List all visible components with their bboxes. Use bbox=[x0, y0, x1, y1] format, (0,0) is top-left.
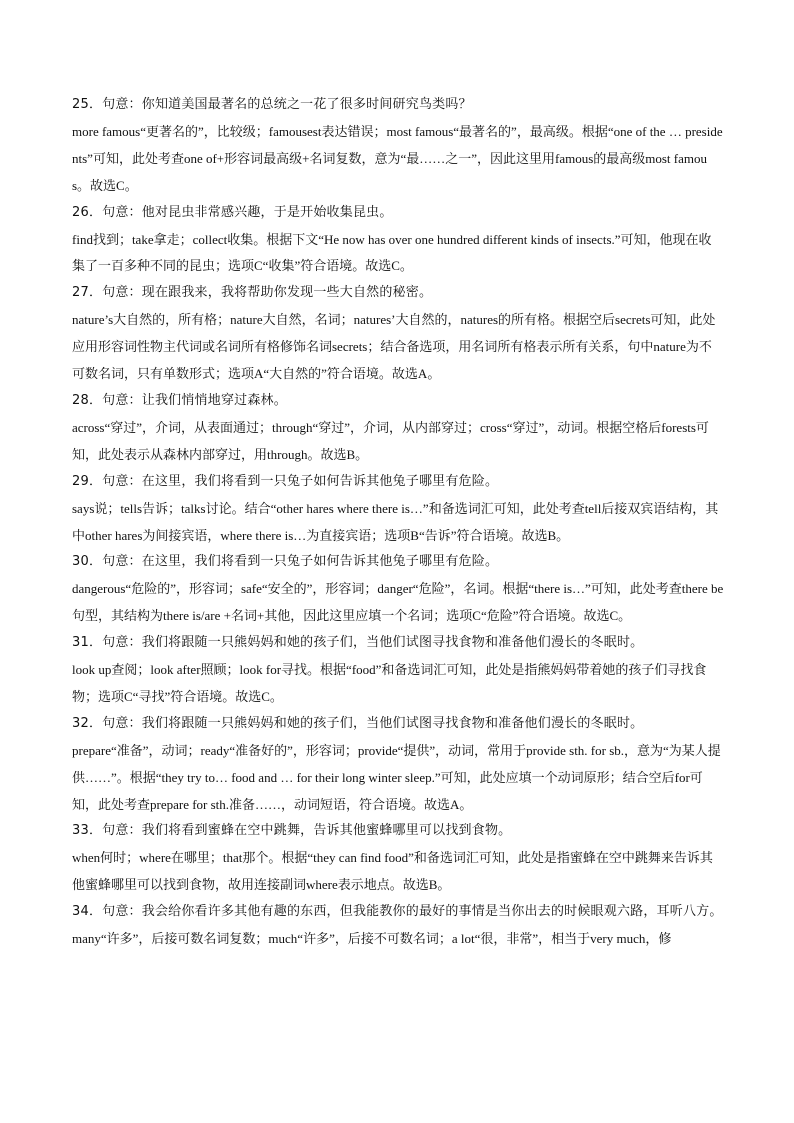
explanation-text: prepare“准备”，动词；ready“准备好的”，形容词；provide“提供”，动词，常用于provide sth. for sb.，意为“为某人提供……”。根据“they try to… food and … for their long winter sleep.”可知，此处应填一个动词原形；结合空后for可知，此处考查prepare for sth.准备……，动词短语，符合语境。故选A。 bbox=[72, 742, 721, 812]
question-meaning: 26．句意：他对昆虫非常感兴趣，于是开始收集昆虫。 bbox=[72, 204, 393, 220]
question-meaning: 30．句意：在这里，我们将看到一只兔子如何告诉其他兔子哪里有危险。 bbox=[72, 554, 499, 570]
answer-item-32 bbox=[72, 711, 724, 819]
answer-explanations bbox=[72, 92, 724, 953]
question-meaning: 34．句意：我会给你看许多其他有趣的东西，但我能教你的最好的事情是当你出去的时候眼观六路，耳听八方。 bbox=[72, 904, 723, 920]
question-meaning: 32．句意：我们将跟随一只熊妈妈和她的孩子们，当他们试图寻找食物和准备他们漫长的冬眠时。 bbox=[72, 715, 644, 731]
answer-item-29 bbox=[72, 469, 724, 550]
explanation-text: find找到；take拿走；collect收集。根据下文“He now has over one hundred different kinds of insects.”可知，他现在收集了一百多种不同的昆虫；选项C“收集”符合语境。故选C。 bbox=[72, 231, 712, 274]
answer-item-30 bbox=[72, 549, 724, 630]
explanation-text: look up查阅；look after照顾；look for寻找。根据“food”和备选词汇可知，此处是指熊妈妈带着她的孩子们寻找食物；选项C“寻找”符合语境。故选C。 bbox=[72, 662, 707, 704]
explanation-text: dangerous“危险的”，形容词；safe“安全的”，形容词；danger“危险”，名词。根据“there is…”可知，此处考查there be句型，其结构为there is/are +名词+其他，因此这里应填一个名词；选项C“危险”符合语境。故选C。 bbox=[72, 581, 724, 624]
explanation-text: when何时；where在哪里；that那个。根据“they can find food”和备选词汇可知，此处是指蜜蜂在空中跳舞来告诉其他蜜蜂哪里可以找到食物，故用连接副词where表示地点。故选B。 bbox=[72, 850, 713, 893]
question-meaning: 31．句意：我们将跟随一只熊妈妈和她的孩子们，当他们试图寻找食物和准备他们漫长的冬眠时。 bbox=[72, 635, 644, 651]
question-meaning: 29．句意：在这里，我们将看到一只兔子如何告诉其他兔子哪里有危险。 bbox=[72, 473, 499, 489]
question-meaning: 25．句意：你知道美国最著名的总统之一花了很多时间研究鸟类吗？ bbox=[72, 97, 472, 112]
explanation-text: says说；tells告诉；talks讨论。结合“other hares where there is…”和备选词汇可知，此处考查tell后接双宾语结构，其中other hares为间接宾语，where there is…为直接宾语；选项B“告诉”符合语境。故选B。 bbox=[72, 500, 719, 543]
explanation-text: more famous“更著名的”，比较级；famousest表达错误；most famous“最著名的”，最高级。根据“one of the … presidents”可知，此处考查one of+形容词最高级+名词复数，意为“最……之一”，因此这里用famous的最高级most famous。故选C。 bbox=[72, 123, 723, 193]
question-meaning: 27．句意：现在跟我来，我将帮助你发现一些大自然的秘密。 bbox=[72, 285, 433, 301]
answer-item-26 bbox=[72, 200, 724, 281]
explanation-text: across“穿过”，介词，从表面通过；through“穿过”，介词，从内部穿过；cross“穿过”，动词。根据空格后forests可知，此处表示从森林内部穿过，用through。故选B。 bbox=[72, 419, 709, 462]
answer-item-28 bbox=[72, 388, 724, 469]
explanation-text: many“许多”，后接可数名词复数；much“许多”，后接不可数名词；a lot“很，非常”，相当于very much，修 bbox=[72, 931, 672, 947]
question-meaning: 28．句意：让我们悄悄地穿过森林。 bbox=[72, 392, 287, 408]
explanation-text: nature’s大自然的，所有格；nature大自然，名词；natures’大自然的，natures的所有格。根据空后secrets可知，此处应用形容词性物主代词或名词所有格修饰名词secrets；结合备选项，用名词所有格表示所有关系，句中nature为不可数名词，只有单数形式；选项A“大自然的”符合语境。故选A。 bbox=[72, 312, 716, 382]
answer-item-25 bbox=[72, 92, 724, 200]
answer-item-27 bbox=[72, 280, 724, 388]
answer-item-31 bbox=[72, 630, 724, 711]
answer-item-33 bbox=[72, 818, 724, 899]
answer-item-34 bbox=[72, 899, 724, 953]
question-meaning: 33．句意：我们将看到蜜蜂在空中跳舞，告诉其他蜜蜂哪里可以找到食物。 bbox=[72, 823, 512, 839]
